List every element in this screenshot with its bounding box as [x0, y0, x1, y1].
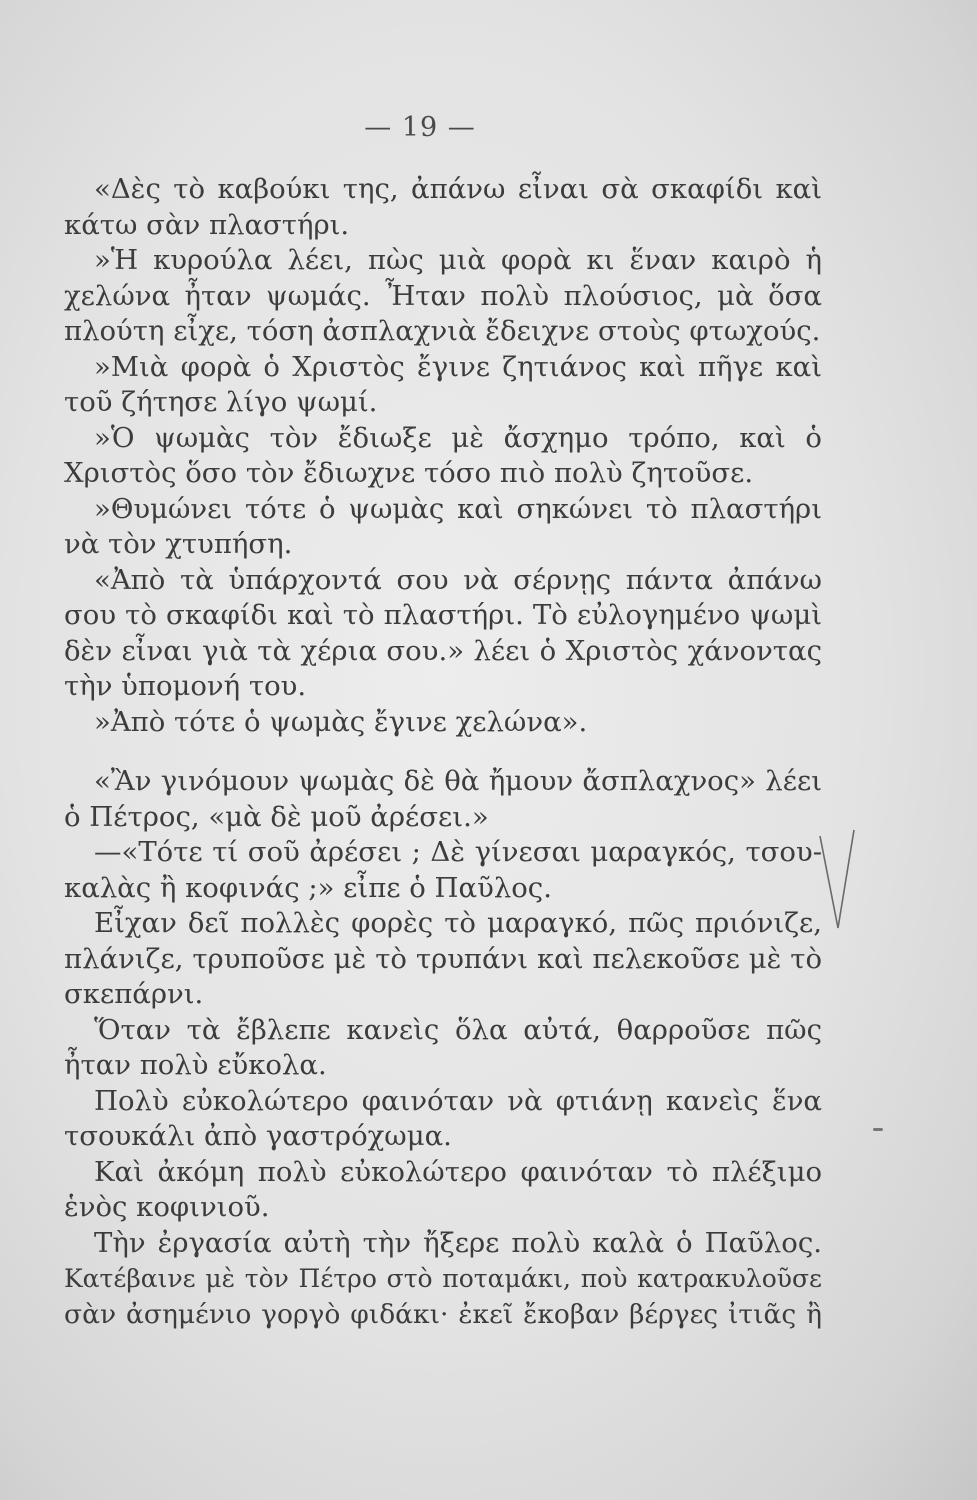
margin-pencil-mark — [873, 1128, 883, 1131]
text-line: σου τὸ σκαφίδι καὶ τὸ πλαστήρι. Τὸ εὐλογημένο ψωμὶ — [64, 599, 822, 631]
text-line: Πολὺ εὐκολώτερο φαινόταν νὰ φτιάνῃ κανεὶς ἕνα — [94, 1084, 822, 1117]
text-line: «Δὲς τὸ καβούκι της, ἀπάνω εἶναι σὰ σκαφίδι καὶ — [94, 173, 822, 205]
paragraph-gap — [64, 740, 822, 764]
text-line: »Θυμώνει τότε ὁ ψωμὰς καὶ σηκώνει τὸ πλαστήρι — [94, 492, 822, 525]
text-line: Κατέβαινε μὲ τὸν Πέτρο στὸ ποταμάκι, ποὺ κατρακυλοῦσε — [64, 1264, 822, 1293]
text-line: χελώνα ἦταν ψωμάς. Ἦταν πολὺ πλούσιος, μὰ ὅσα — [64, 279, 822, 312]
text-line: πλούτη εἶχε, τόση ἀσπλαχνιὰ ἔδειχνε στοὺς φτωχούς. — [64, 315, 821, 347]
page-number: — 19 — — [364, 112, 476, 143]
text-line: δὲν εἶναι γιὰ τὰ χέρια σου.» λέει ὁ Χριστὸς χάνοντας — [64, 634, 822, 667]
text-line: σκεπάρνι. — [64, 978, 204, 1010]
text-line: κάτω σὰν πλαστήρι. — [64, 208, 350, 241]
text-line: σὰν ἀσημένιο γοργὸ φιδάκι· ἐκεῖ ἔκοβαν βέργες ἰτιᾶς ἢ — [64, 1298, 822, 1330]
text-line: »Ἡ κυρούλα λέει, πὼς μιὰ φορὰ κι ἕναν καιρὸ ἡ — [94, 244, 822, 276]
text-line: »Ὁ ψωμὰς τὸν ἔδιωξε μὲ ἄσχημο τρόπο, καὶ ὁ — [94, 421, 822, 454]
text-line: «Ἂν γινόμουν ψωμὰς δὲ θὰ ἤμουν ἄσπλαχνος» λέει — [94, 765, 822, 797]
body-text — [64, 172, 822, 1332]
text-line: τσουκάλι ἀπὸ γαστρόχωμα. — [64, 1120, 452, 1152]
text-line: «Ἀπὸ τὰ ὑπάρχοντά σου νὰ σέρνῃς πάντα ἀπάνω — [94, 563, 822, 596]
text-line: τοῦ ζήτησε λίγο ψωμί. — [64, 386, 378, 418]
text-line: Ὅταν τὰ ἔβλεπε κανεὶς ὅλα αὐτά, θαρροῦσε πῶς — [94, 1013, 822, 1046]
text-line: ἑνὸς κοφινιοῦ. — [64, 1191, 270, 1223]
text-line: καλὰς ἢ κοφινάς ;» εἶπε ὁ Παῦλος. — [64, 871, 552, 904]
text-line: πλάνιζε, τρυποῦσε μὲ τὸ τρυπάνι καὶ πελεκοῦσε μὲ τὸ — [64, 942, 822, 975]
text-line: —«Τότε τί σοῦ ἀρέσει ; Δὲ γίνεσαι μαραγκός, τσου- — [94, 836, 822, 868]
handwritten-check-mark-icon — [818, 828, 858, 938]
text-line: Καὶ ἀκόμη πολὺ εὐκολώτερο φαινόταν τὸ πλέξιμο — [94, 1155, 822, 1188]
text-line: Χριστὸς ὅσο τὸν ἔδιωχνε τόσο πιὸ πολὺ ζητοῦσε. — [64, 457, 754, 489]
text-line: »Ἀπὸ τότε ὁ ψωμὰς ἔγινε χελώνα». — [94, 705, 588, 738]
text-line: τὴν ὑπομονή του. — [64, 670, 307, 702]
text-line: Εἶχαν δεῖ πολλὲς φορὲς τὸ μαραγκό, πῶς πριόνιζε, — [94, 907, 822, 939]
text-line: Τὴν ἐργασία αὐτὴ τὴν ἤξερε πολὺ καλὰ ὁ Παῦλος. — [94, 1226, 822, 1259]
text-line: ἦταν πολὺ εὔκολα. — [64, 1049, 327, 1081]
text-line: νὰ τὸν χτυπήση. — [64, 528, 293, 560]
text-line: ὁ Πέτρος, «μὰ δὲ μοῦ ἀρέσει.» — [64, 800, 489, 833]
text-line: »Μιὰ φορὰ ὁ Χριστὸς ἔγινε ζητιάνος καὶ πῆγε καὶ — [94, 350, 822, 383]
